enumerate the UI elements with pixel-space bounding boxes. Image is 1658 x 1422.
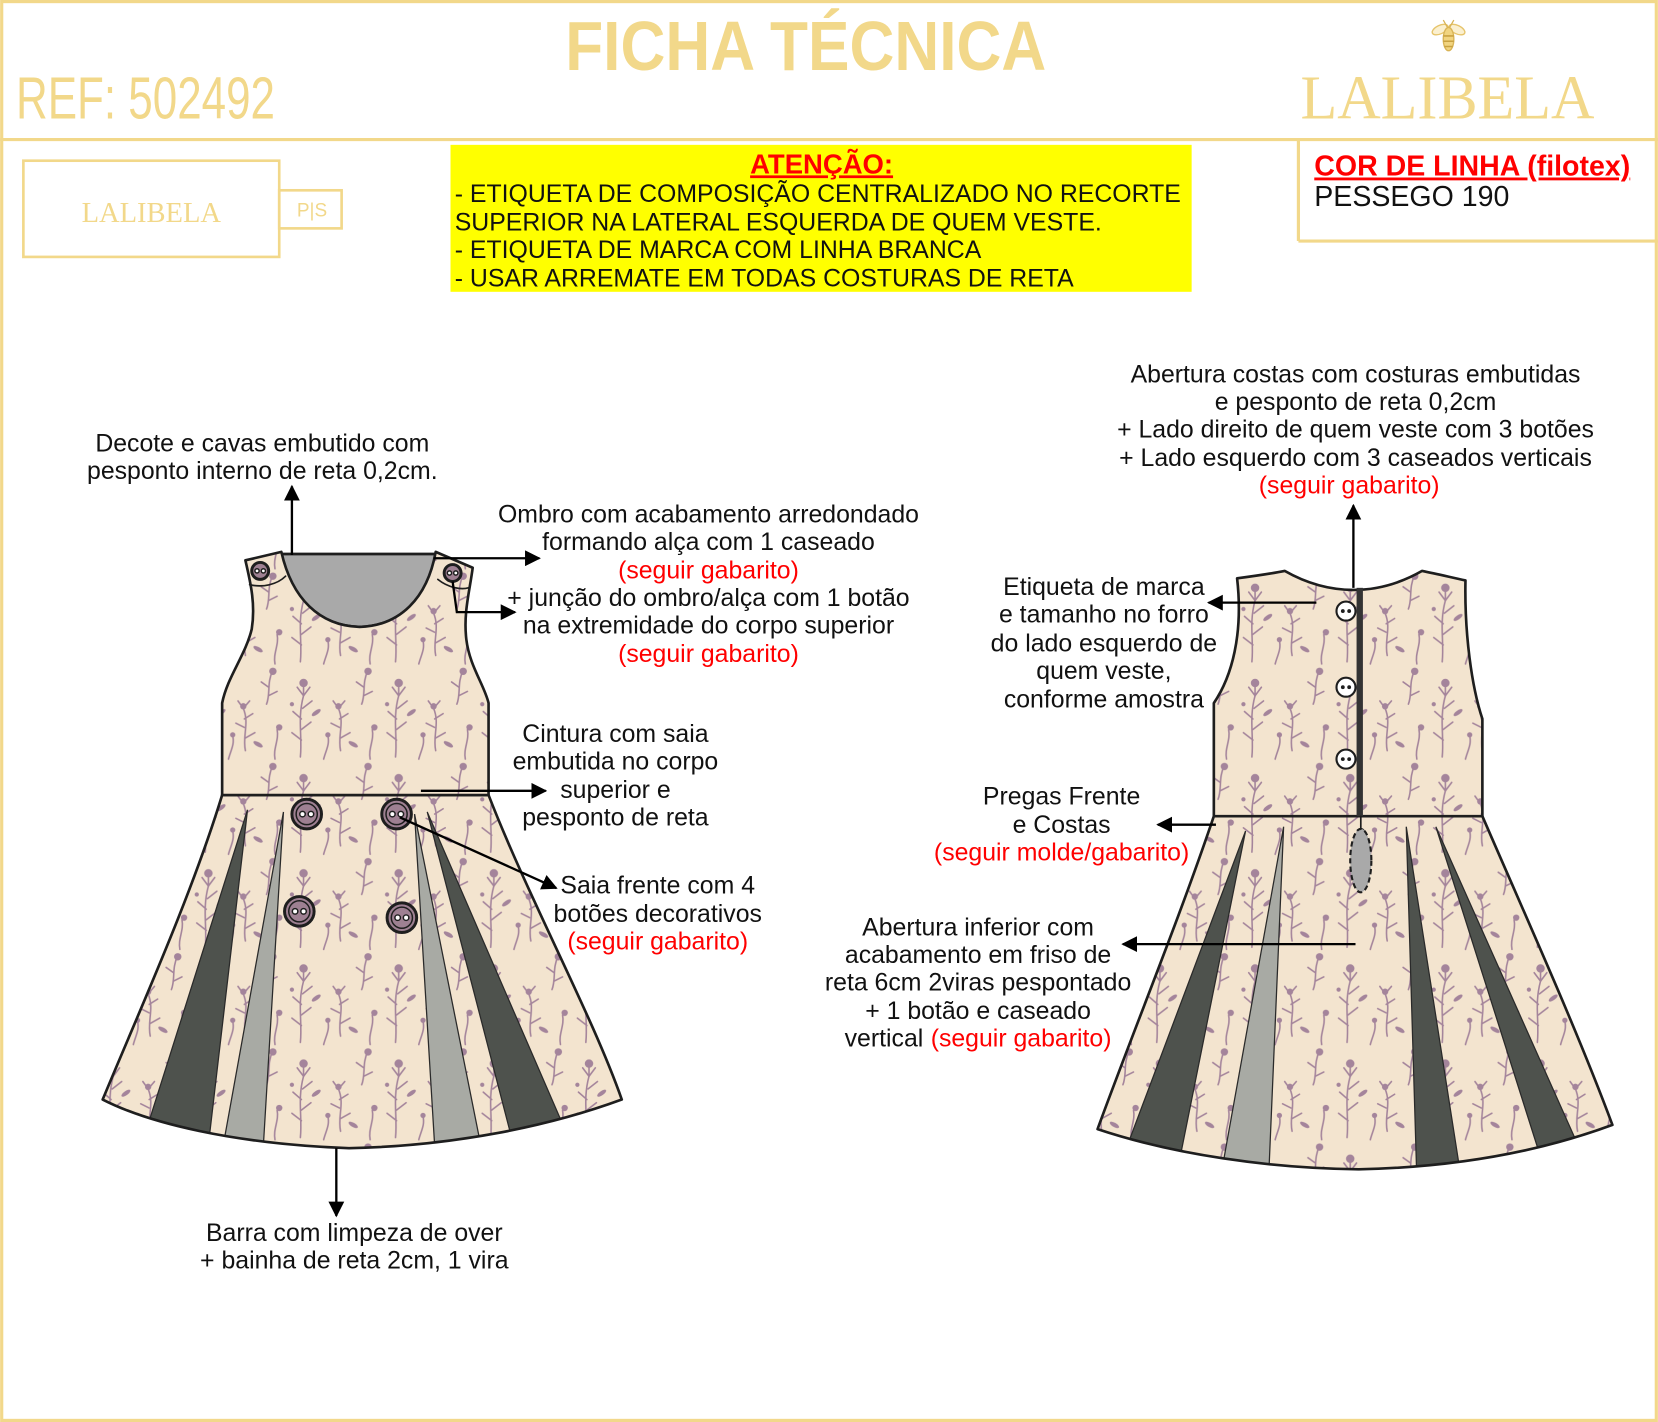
attention-line: SUPERIOR NA LATERAL ESQUERDA DE QUEM VESTE. — [454, 209, 1102, 237]
reference-code: REF: 502492 — [15, 64, 276, 132]
annotation-line: quem veste, — [1036, 657, 1172, 685]
button-hole — [403, 915, 408, 920]
button-hole — [390, 811, 395, 816]
button-hole — [255, 569, 259, 573]
decorative-button — [292, 799, 322, 829]
thread-color-title: COR DE LINHA (filotex) — [1314, 150, 1631, 183]
button-hole — [308, 811, 313, 816]
annotation-note: (seguir gabarito) — [930, 1025, 1112, 1053]
button-hole — [301, 909, 306, 914]
button-hole — [395, 915, 400, 920]
annotation-line: e Costas — [1012, 812, 1111, 840]
annotation-line: Abertura inferior com — [862, 914, 1094, 942]
thread-color-value: PESSEGO 190 — [1314, 181, 1510, 214]
button-hole — [261, 569, 265, 573]
annotation-line: Saia frente com 4 — [560, 872, 756, 900]
attention-line: - ETIQUETA DE COMPOSIÇÃO CENTRALIZADO NO RECORTE — [454, 180, 1181, 208]
decorative-button — [387, 903, 417, 933]
annotation-mixed-line — [845, 1026, 1112, 1053]
brand-logo: LALIBELA — [1300, 63, 1595, 133]
annotation-line: Barra com limpeza de over — [205, 1220, 503, 1248]
button-body — [1336, 678, 1355, 697]
back-button — [1336, 602, 1355, 621]
annotation-line: + bainha de reta 2cm, 1 vira — [200, 1247, 509, 1275]
annotation-line: botões decorativos — [553, 900, 762, 928]
strap-button-right — [444, 565, 461, 582]
annotation-line: pesponto de reta — [522, 804, 709, 832]
annotation-line: Etiqueta de marca — [1003, 574, 1205, 602]
button-hole — [1347, 609, 1351, 613]
annotation-note: (seguir gabarito) — [567, 928, 749, 956]
annotation-line: do lado esquerdo de — [990, 630, 1218, 658]
button-hole — [1341, 609, 1345, 613]
attention-title: ATENÇÃO: — [750, 148, 894, 180]
annotation-line: Pregas Frente — [982, 783, 1141, 811]
strap-button-left — [252, 562, 269, 579]
annotation-line: reta 6cm 2viras pespontado — [824, 969, 1132, 997]
size-tab-text: P|S — [296, 200, 328, 222]
annotation-line: acabamento em friso de — [844, 942, 1112, 970]
annotation-line: na extremidade do corpo superior — [522, 612, 895, 640]
button-body — [1336, 602, 1355, 621]
annotation-note: (seguir molde/gabarito) — [933, 839, 1190, 867]
annotation-line: + Lado esquerdo com 3 caseados verticais — [1119, 445, 1592, 473]
decorative-button — [285, 897, 315, 927]
back-lower-opening — [1350, 829, 1371, 892]
annotation-line: e pesponto de reta 0,2cm — [1214, 389, 1497, 417]
page-title: FICHA TÉCNICA — [565, 6, 1047, 85]
annotation-line: Decote e cavas embutido com — [95, 430, 430, 458]
button-hole — [398, 811, 403, 816]
back-center-placket — [1357, 588, 1363, 816]
back-button — [1336, 750, 1355, 769]
label-brand: LALIBELA — [81, 198, 222, 230]
attention-box — [451, 145, 1192, 293]
annotation-line: vertical — [844, 1025, 924, 1053]
annotation-line: pesponto interno de reta 0,2cm. — [87, 457, 438, 485]
attention-line: - ETIQUETA DE MARCA COM LINHA BRANCA — [454, 236, 982, 264]
annotation-line: superior e — [560, 777, 671, 805]
annotation-line: + junção do ombro/alça com 1 botão — [507, 584, 910, 612]
annotation-line: Cintura com saia — [522, 721, 709, 749]
annotation-line: e tamanho no forro — [998, 601, 1209, 629]
annotation-line: Ombro com acabamento arredondado — [497, 501, 919, 529]
back-button — [1336, 678, 1355, 697]
button-hole — [1341, 757, 1345, 761]
annotation-line: Abertura costas com costuras embutidas — [1130, 361, 1581, 389]
annotation-line: embutida no corpo — [512, 748, 719, 776]
annotation-note: (seguir gabarito) — [1258, 472, 1440, 500]
annotation-line: + Lado direito de quem veste com 3 botões — [1117, 416, 1594, 444]
button-hole — [300, 811, 305, 816]
attention-line: - USAR ARREMATE EM TODAS COSTURAS DE RETA — [454, 265, 1074, 293]
annotation-note: (seguir gabarito) — [618, 557, 799, 585]
annotation-line: formando alça com 1 caseado — [542, 528, 875, 556]
button-hole — [292, 909, 297, 914]
button-hole — [1347, 685, 1351, 689]
button-body — [1336, 750, 1355, 769]
annotation-note: (seguir gabarito) — [618, 640, 799, 668]
button-hole — [454, 571, 458, 575]
annotation-line: + 1 botão e caseado — [865, 998, 1091, 1026]
button-hole — [1347, 757, 1351, 761]
decorative-button — [382, 799, 412, 829]
button-hole — [1341, 685, 1345, 689]
annotation-line: conforme amostra — [1003, 686, 1204, 714]
button-hole — [447, 571, 451, 575]
